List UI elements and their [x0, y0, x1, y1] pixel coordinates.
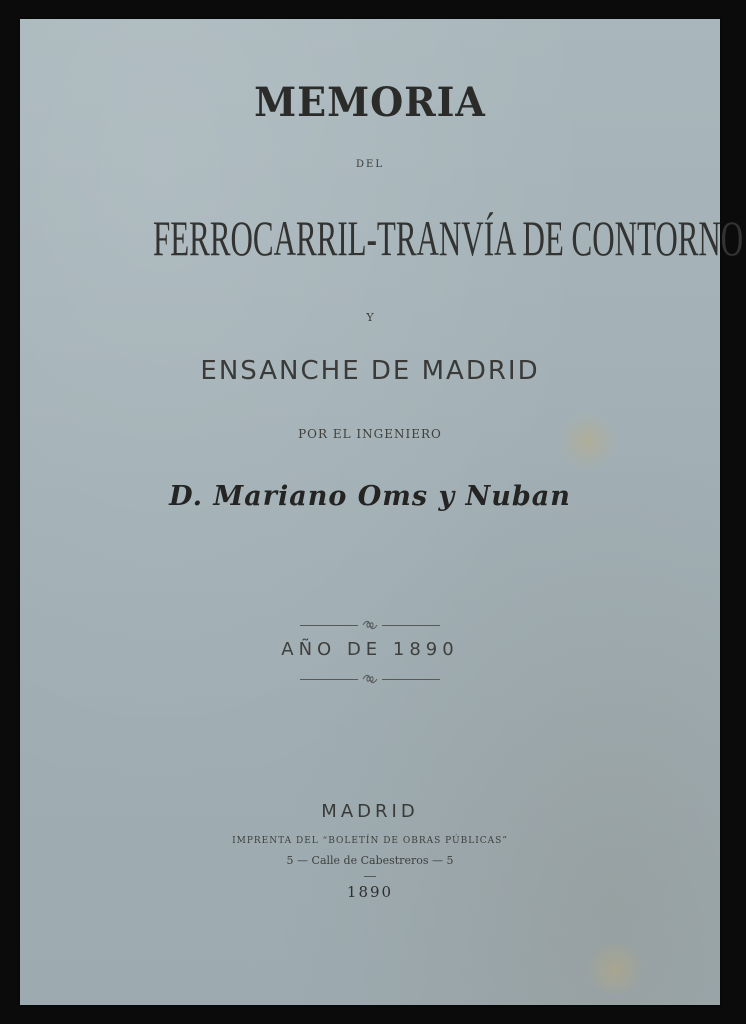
fleuron-icon — [362, 674, 378, 684]
short-divider — [364, 876, 376, 877]
fleuron-icon — [362, 620, 378, 630]
ornament-divider-bottom — [300, 674, 440, 684]
cover-by-line: POR EL INGENIERO — [298, 427, 442, 441]
paper-stain — [558, 411, 618, 471]
cover-word-del: DEL — [356, 159, 384, 170]
imprint-printer: IMPRENTA DEL “BOLETÍN DE OBRAS PÚBLICAS” — [232, 836, 508, 846]
cover-title: MEMORIA — [254, 79, 486, 126]
ornament-divider-top — [300, 620, 440, 630]
cover-author: D. Mariano Oms y Nuban — [169, 481, 571, 512]
imprint-city: MADRID — [321, 801, 419, 822]
imprint-address: 5 — Calle de Cabestreros — 5 — [286, 854, 454, 867]
cover-subject-2: ENSANCHE DE MADRID — [200, 356, 540, 386]
imprint-year: 1890 — [346, 883, 394, 901]
cover-conjunction: Y — [366, 311, 374, 324]
cover-year-line: AÑO DE 1890 — [281, 639, 459, 660]
document-cover — [20, 19, 744, 1005]
cover-subject: FERROCARRIL-TRANVÍA DE CONTORNO — [153, 210, 744, 266]
paper-stain — [580, 944, 650, 994]
